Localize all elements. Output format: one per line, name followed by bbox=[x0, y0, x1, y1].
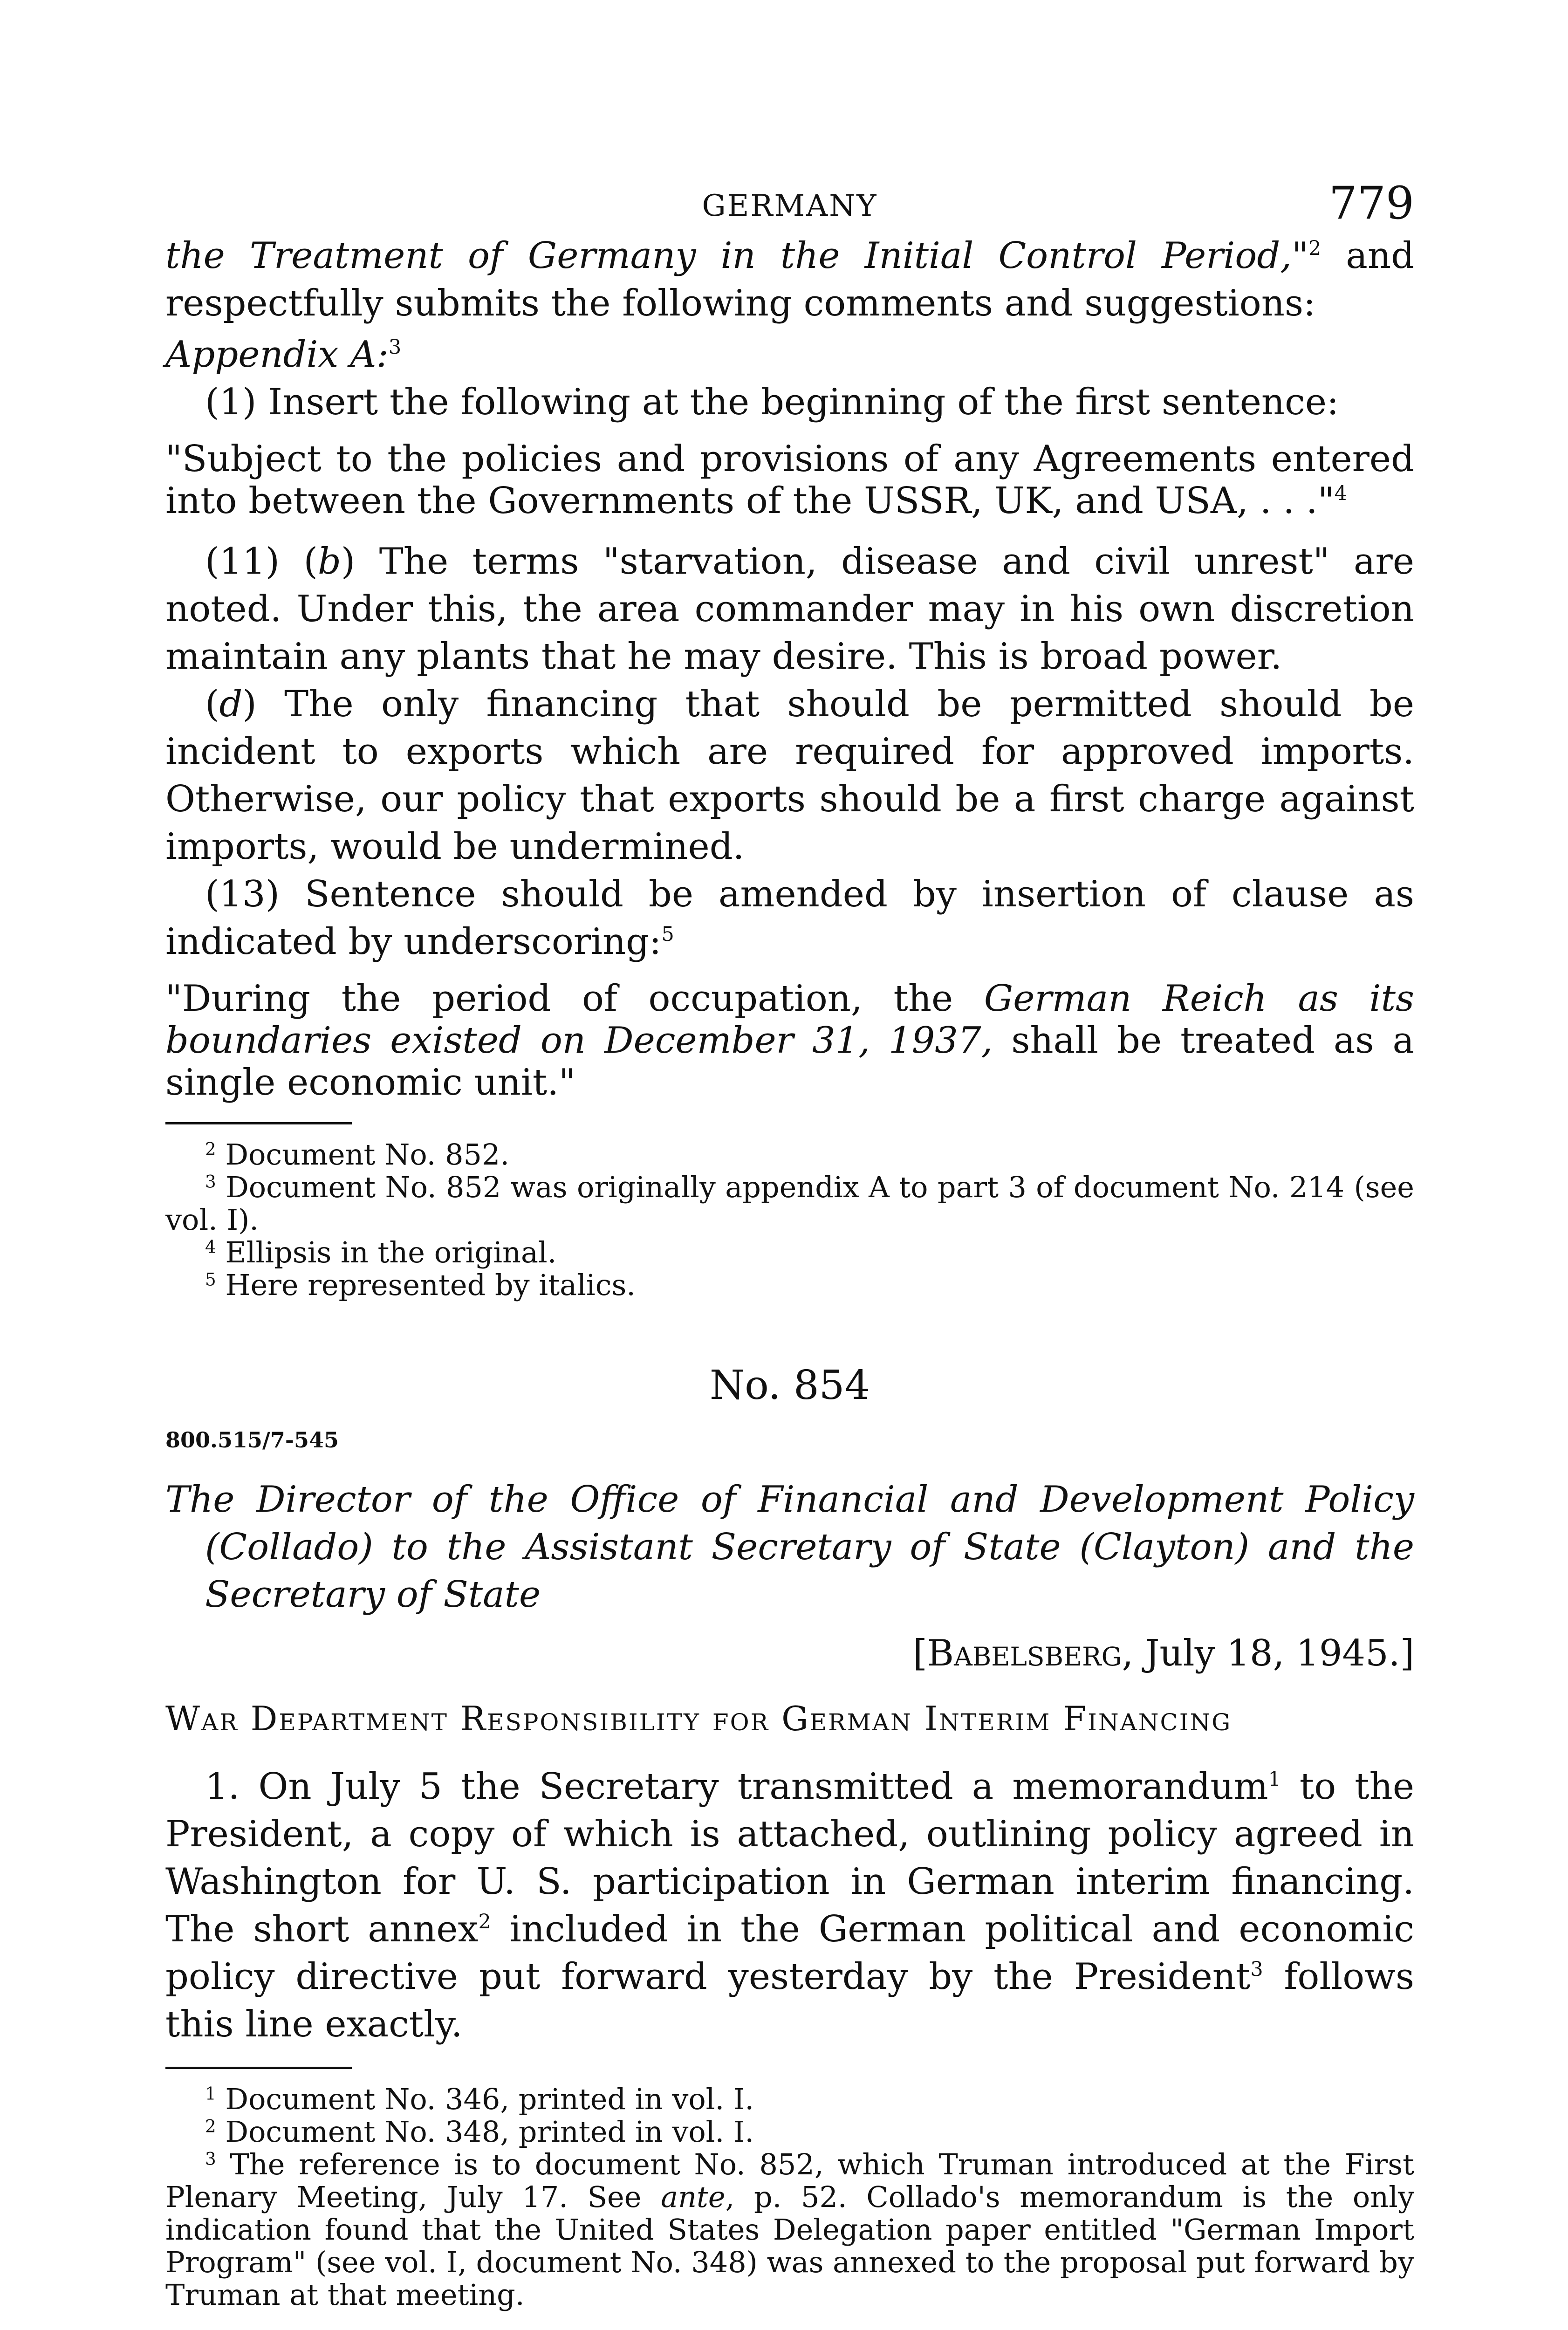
footnotes-block-1 bbox=[165, 1138, 1414, 1302]
footnote: $^2$ Document No. 348, printed in vol. I. bbox=[205, 2115, 754, 2149]
appendix-label: Appendix A:$^3$ bbox=[165, 334, 402, 376]
footnote-ref: 2 bbox=[478, 1910, 491, 1934]
document-heading: The Director of the Office of Financial and Development Policy (Collado) to the Assistant Secretary of State (Clayton) and the Secretary of State bbox=[165, 1479, 1414, 1616]
page-number: 779 bbox=[1328, 177, 1414, 229]
item-1: (1) Insert the following at the beginning of the first sentence: bbox=[205, 381, 1339, 423]
item-d: (d) The only financing that should be permitted should be incident to exports which are required for approved imports. Otherwise, our policy that exports should be a first charge against imports, would be undermined. bbox=[165, 683, 1414, 868]
intro-text: and respectfully submits the following comments and suggestions: bbox=[165, 235, 1415, 324]
footnote-divider bbox=[165, 2067, 352, 2069]
footnote-ref: 2 bbox=[1308, 237, 1322, 260]
place-date-line: [Babelsberg, July 18, 1945.] bbox=[913, 1632, 1414, 1674]
footnote-ref: 3 bbox=[1250, 1958, 1263, 1981]
file-reference: 800.515/7-545 bbox=[165, 1427, 339, 1453]
paragraph-1: 1. On July 5 the Secretary transmitted a memorandum$^1$ to the President, a copy of which is attached, outlining policy agreed in Washington for U. S. participation in German interim financing. The short annex$^2$ included in the German political and economic policy directive put forward yesterday by the President$^3$ follows this line exactly. bbox=[165, 1766, 1414, 2045]
footnote: $^1$ Document No. 346, printed in vol. I. bbox=[205, 2082, 754, 2116]
running-head bbox=[165, 177, 1414, 228]
intro-paragraph bbox=[165, 232, 1414, 327]
footnote-ref: 3 bbox=[388, 336, 402, 359]
footnote: $^5$ Here represented by italics. bbox=[205, 1268, 636, 1302]
place-name: Babelsberg bbox=[927, 1632, 1122, 1674]
document-number: No. 854 bbox=[709, 1362, 870, 1409]
running-head-title: GERMANY bbox=[702, 189, 878, 223]
footnote-ref: 4 bbox=[1334, 482, 1347, 506]
date: , July 18, 1945.] bbox=[1122, 1632, 1414, 1674]
footnote-ref: 1 bbox=[1268, 1768, 1281, 1791]
item-13: (13) Sentence should be amended by insertion of clause as indicated by underscoring:$^5$ bbox=[165, 873, 1414, 963]
quote-agreements: "Subject to the policies and provisions of any Agreements entered into between the Governments of the USSR, UK, and USA, . . ."$^4$ bbox=[165, 438, 1414, 522]
footnote: $^3$ Document No. 852 was originally appendix A to part 3 of document No. 214 (see vol. I). bbox=[165, 1170, 1414, 1237]
section-title: War Department Responsibility for German Interim Financing bbox=[165, 1699, 1232, 1738]
footnote: $^2$ Document No. 852. bbox=[205, 1138, 510, 1172]
section-comments bbox=[165, 232, 1414, 1103]
footnote-divider bbox=[165, 1122, 352, 1124]
item-11b: (11) (b) The terms "starvation, disease and civil unrest" are noted. Under this, the area commander may in his own discretion maintain any plants that he may desire. This is broad power. bbox=[165, 541, 1414, 678]
document-page bbox=[165, 177, 1414, 2311]
footnote: $^4$ Ellipsis in the original. bbox=[205, 1235, 557, 1269]
footnote-ref: 5 bbox=[661, 923, 674, 946]
footnote: $^3$ The reference is to document No. 852, which Truman introduced at the First Plenary Meeting, July 17. See ante, p. 52. Collado's memorandum is the only indication found that the United States Delegation paper entitled "German Import Program" (see vol. I, document No. 348) was annexed to the proposal put forward by Truman at that meeting. bbox=[165, 2147, 1415, 2312]
footnotes-block-2 bbox=[165, 2083, 1414, 2311]
quote-german-reich: "During the period of occupation, the German Reich as its boundaries existed on December 31, 1937, shall be treated as a single economic unit." bbox=[165, 978, 1414, 1103]
intro-title-italic: the Treatment of Germany in the Initial Control Period," bbox=[165, 235, 1308, 277]
